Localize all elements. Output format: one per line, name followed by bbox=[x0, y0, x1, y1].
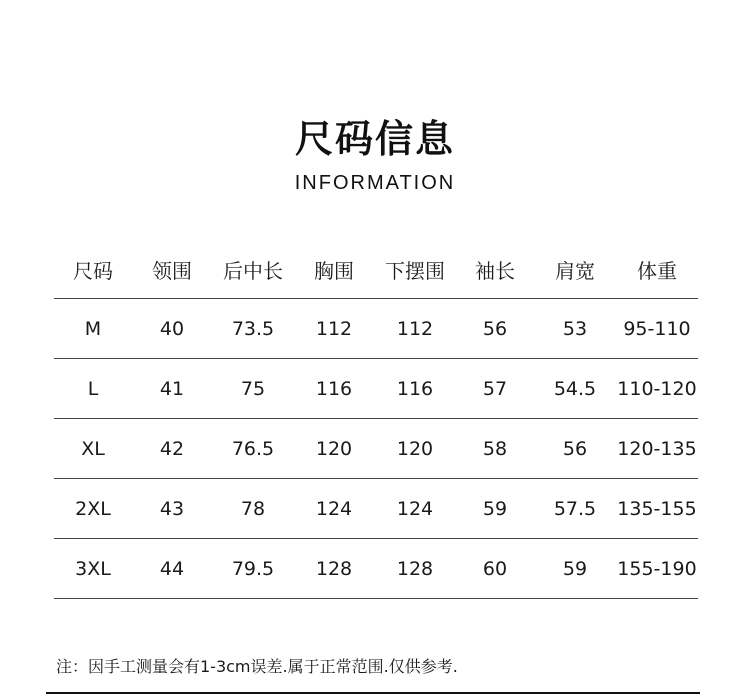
table-cell: 58 bbox=[456, 419, 534, 479]
table-cell: 54.5 bbox=[534, 359, 616, 419]
table-cell: 57 bbox=[456, 359, 534, 419]
table-row bbox=[54, 539, 698, 599]
table-cell: 124 bbox=[294, 479, 374, 539]
page-subtitle: INFORMATION bbox=[294, 172, 456, 194]
table-cell: 78 bbox=[212, 479, 294, 539]
table-cell: 135-155 bbox=[616, 479, 698, 539]
table-cell: 120 bbox=[374, 419, 456, 479]
table-cell: 128 bbox=[374, 539, 456, 599]
table-cell: 112 bbox=[294, 299, 374, 359]
table-cell: 3XL bbox=[54, 539, 132, 599]
table-cell: L bbox=[54, 359, 132, 419]
table-cell: 79.5 bbox=[212, 539, 294, 599]
measurement-note: 注：因手工测量会有1-3cm误差.属于正常范围.仅供参考. bbox=[56, 657, 458, 676]
bottom-divider bbox=[46, 692, 700, 694]
size-table bbox=[54, 240, 698, 599]
table-row bbox=[54, 419, 698, 479]
header-hem: 下摆围 bbox=[374, 240, 456, 299]
table-cell: 57.5 bbox=[534, 479, 616, 539]
table-cell: XL bbox=[54, 419, 132, 479]
table-cell: 60 bbox=[456, 539, 534, 599]
header-size: 尺码 bbox=[54, 240, 132, 299]
table-cell: 59 bbox=[456, 479, 534, 539]
header-collar: 领围 bbox=[132, 240, 212, 299]
table-cell: 120 bbox=[294, 419, 374, 479]
header-shoulder: 肩宽 bbox=[534, 240, 616, 299]
table-cell: 110-120 bbox=[616, 359, 698, 419]
table-cell: 73.5 bbox=[212, 299, 294, 359]
table-cell: 120-135 bbox=[616, 419, 698, 479]
table-cell: 41 bbox=[132, 359, 212, 419]
table-header-row bbox=[54, 240, 698, 299]
table-cell: 2XL bbox=[54, 479, 132, 539]
table-cell: 75 bbox=[212, 359, 294, 419]
table-cell: 56 bbox=[456, 299, 534, 359]
table-cell: 59 bbox=[534, 539, 616, 599]
table-row bbox=[54, 479, 698, 539]
table-cell: 95-110 bbox=[616, 299, 698, 359]
header-chest: 胸围 bbox=[294, 240, 374, 299]
table-cell: 76.5 bbox=[212, 419, 294, 479]
table-cell: 112 bbox=[374, 299, 456, 359]
table-cell: 116 bbox=[294, 359, 374, 419]
table-row bbox=[54, 299, 698, 359]
table-cell: 56 bbox=[534, 419, 616, 479]
table-cell: 128 bbox=[294, 539, 374, 599]
table-cell: 40 bbox=[132, 299, 212, 359]
table-row bbox=[54, 359, 698, 419]
table-cell: 53 bbox=[534, 299, 616, 359]
table-cell: 116 bbox=[374, 359, 456, 419]
table-cell: 42 bbox=[132, 419, 212, 479]
table-cell: 124 bbox=[374, 479, 456, 539]
table-cell: 43 bbox=[132, 479, 212, 539]
page-title: 尺码信息 bbox=[294, 117, 455, 161]
table-cell: 155-190 bbox=[616, 539, 698, 599]
table-cell: M bbox=[54, 299, 132, 359]
header-sleeve: 袖长 bbox=[456, 240, 534, 299]
table-cell: 44 bbox=[132, 539, 212, 599]
header-back-length: 后中长 bbox=[212, 240, 294, 299]
header-weight: 体重 bbox=[616, 240, 698, 299]
